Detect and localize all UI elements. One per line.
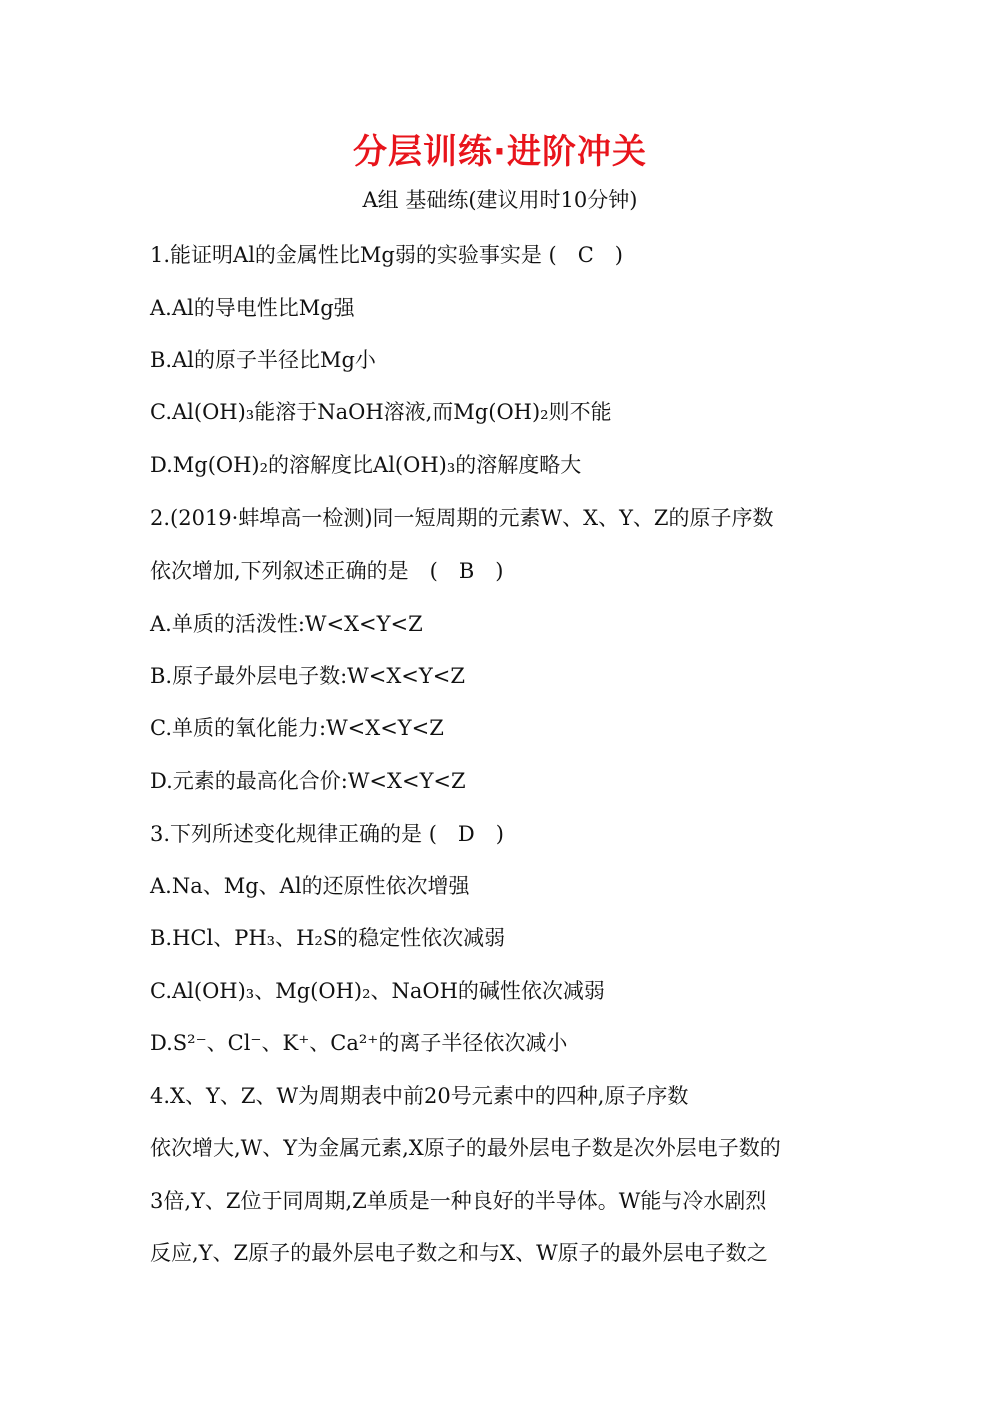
question-4-stem-line-3: 3倍,Y、Z位于同周期,Z单质是一种良好的半导体。W能与冷水剧烈 (150, 1189, 767, 1213)
question-1-option-b: B.Al的原子半径比Mg小 (150, 348, 376, 372)
question-4-stem-line-1: 4.X、Y、Z、W为周期表中前20号元素中的四种,原子序数 (150, 1084, 689, 1108)
question-2-option-a: A.单质的活泼性:W<X<Y<Z (150, 612, 423, 636)
question-1-option-c: C.Al(OH)₃能溶于NaOH溶液,而Mg(OH)₂则不能 (150, 400, 612, 424)
question-2-option-c: C.单质的氧化能力:W<X<Y<Z (150, 716, 444, 740)
question-2-option-d: D.元素的最高化合价:W<X<Y<Z (150, 769, 466, 793)
question-1-stem: 1.能证明Al的金属性比Mg弱的实验事实是 ( C ) (150, 243, 623, 267)
question-2-option-b: B.原子最外层电子数:W<X<Y<Z (150, 664, 465, 688)
question-3-option-a: A.Na、Mg、Al的还原性依次增强 (150, 874, 470, 898)
question-1-option-a: A.Al的导电性比Mg强 (150, 296, 355, 320)
question-3-option-b: B.HCl、PH₃、H₂S的稳定性依次减弱 (150, 926, 506, 950)
question-2-stem-line-2: 依次增加,下列叙述正确的是 ( B ) (150, 559, 504, 583)
question-3-stem: 3.下列所述变化规律正确的是 ( D ) (150, 822, 504, 846)
page-title: 分层训练·进阶冲关 (353, 132, 647, 172)
question-4-stem-line-2: 依次增大,W、Y为金属元素,X原子的最外层电子数是次外层电子数的 (150, 1136, 781, 1160)
question-3-option-c: C.Al(OH)₃、Mg(OH)₂、NaOH的碱性依次减弱 (150, 979, 605, 1003)
question-4-stem-line-4: 反应,Y、Z原子的最外层电子数之和与X、W原子的最外层电子数之 (150, 1241, 768, 1265)
question-3-option-d: D.S²⁻、Cl⁻、K⁺、Ca²⁺的离子半径依次减小 (150, 1031, 568, 1055)
section-subtitle: A组 基础练(建议用时10分钟) (362, 188, 638, 212)
question-2-stem-line-1: 2.(2019·蚌埠高一检测)同一短周期的元素W、X、Y、Z的原子序数 (150, 506, 774, 530)
question-1-option-d: D.Mg(OH)₂的溶解度比Al(OH)₃的溶解度略大 (150, 453, 582, 477)
